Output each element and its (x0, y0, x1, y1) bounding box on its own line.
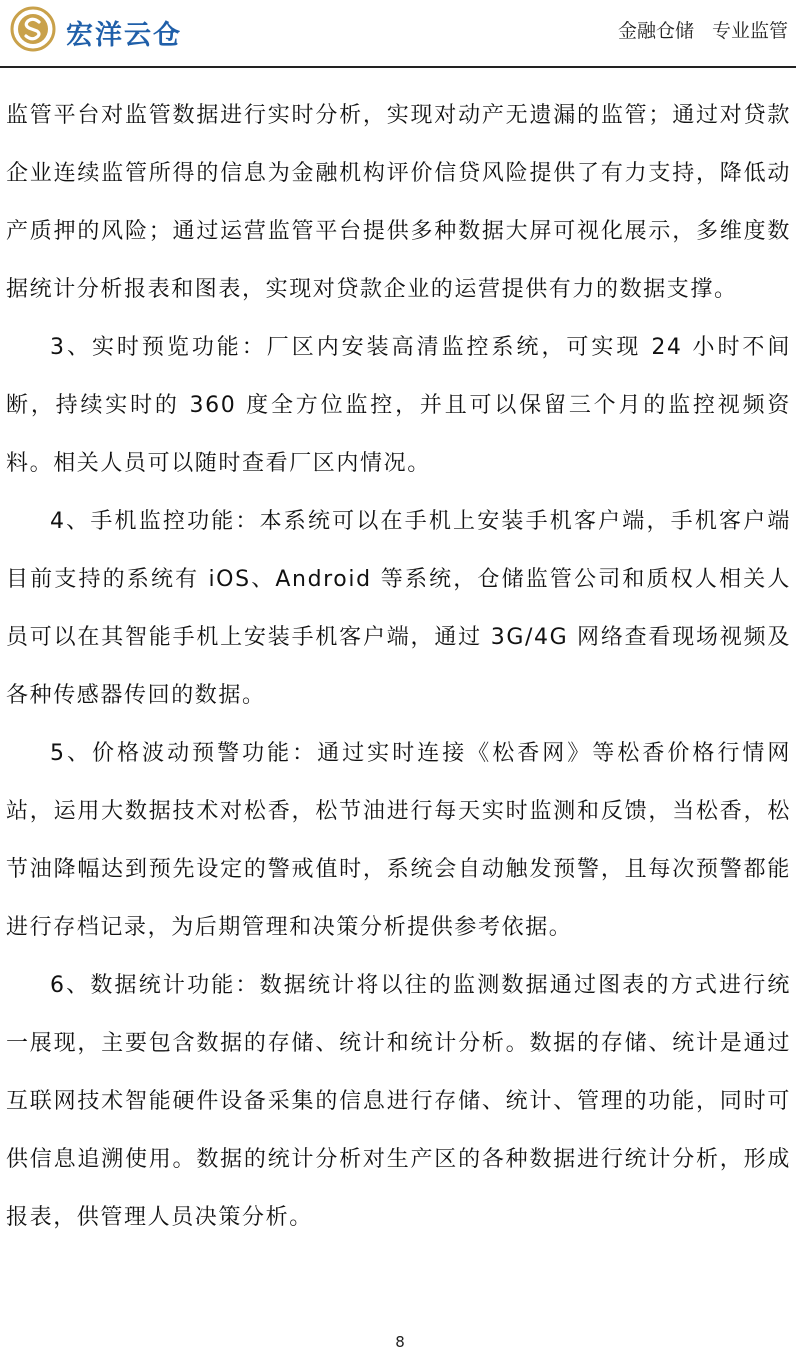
paragraph-data-statistics: 6、数据统计功能：数据统计将以往的监测数据通过图表的方式进行统一展现，主要包含数据的存储、统计和统计分析。数据的存储、统计是通过互联网技术智能硬件设备采集的信息进行存储、统计、管理的功能，同时可供信息追溯使用。数据的统计分析对生产区的各种数据进行统计分析，形成报表，供管理人员决策分析。 (6, 973, 791, 1230)
header-divider (0, 66, 796, 68)
document-body (6, 87, 791, 1247)
logo-icon (10, 6, 56, 52)
tagline-finance-warehousing: 金融仓储 (617, 20, 694, 42)
page-header (0, 0, 800, 66)
paragraph-price-alert: 5、价格波动预警功能：通过实时连接《松香网》等松香价格行情网站，运用大数据技术对松香，松节油进行每天实时监测和反馈，当松香，松节油降幅达到预先设定的警戒值时，系统会自动触发预警，且每次预警都能进行存档记录，为后期管理和决策分析提供参考依据。 (6, 741, 791, 940)
page-number: 8 (395, 1333, 405, 1351)
paragraph-mobile-monitoring: 4、手机监控功能：本系统可以在手机上安装手机客户端，手机客户端目前支持的系统有 iOS、Android 等系统，仓储监管公司和质权人相关人员可以在其智能手机上安装手机客户端，通过 3G/4G 网络查看现场视频及各种传感器传回的数据。 (6, 509, 791, 708)
header-tagline (618, 16, 788, 43)
tagline-professional-supervision: 专业监管 (711, 20, 788, 42)
paragraph-realtime-preview: 3、实时预览功能：厂区内安装高清监控系统，可实现 24 小时不间断，持续实时的 360 度全方位监控，并且可以保留三个月的监控视频资料。相关人员可以随时查看厂区内情况。 (6, 335, 791, 476)
paragraph-platform-analysis: 监管平台对监管数据进行实时分析，实现对动产无遗漏的监管；通过对贷款企业连续监管所得的信息为金融机构评价信贷风险提供了有力支持，降低动产质押的风险；通过运营监管平台提供多种数据大屏可视化展示，多维度数据统计分析报表和图表，实现对贷款企业的运营提供有力的数据支撑。 (6, 103, 791, 302)
brand-name: 宏洋云仓 (66, 20, 182, 51)
